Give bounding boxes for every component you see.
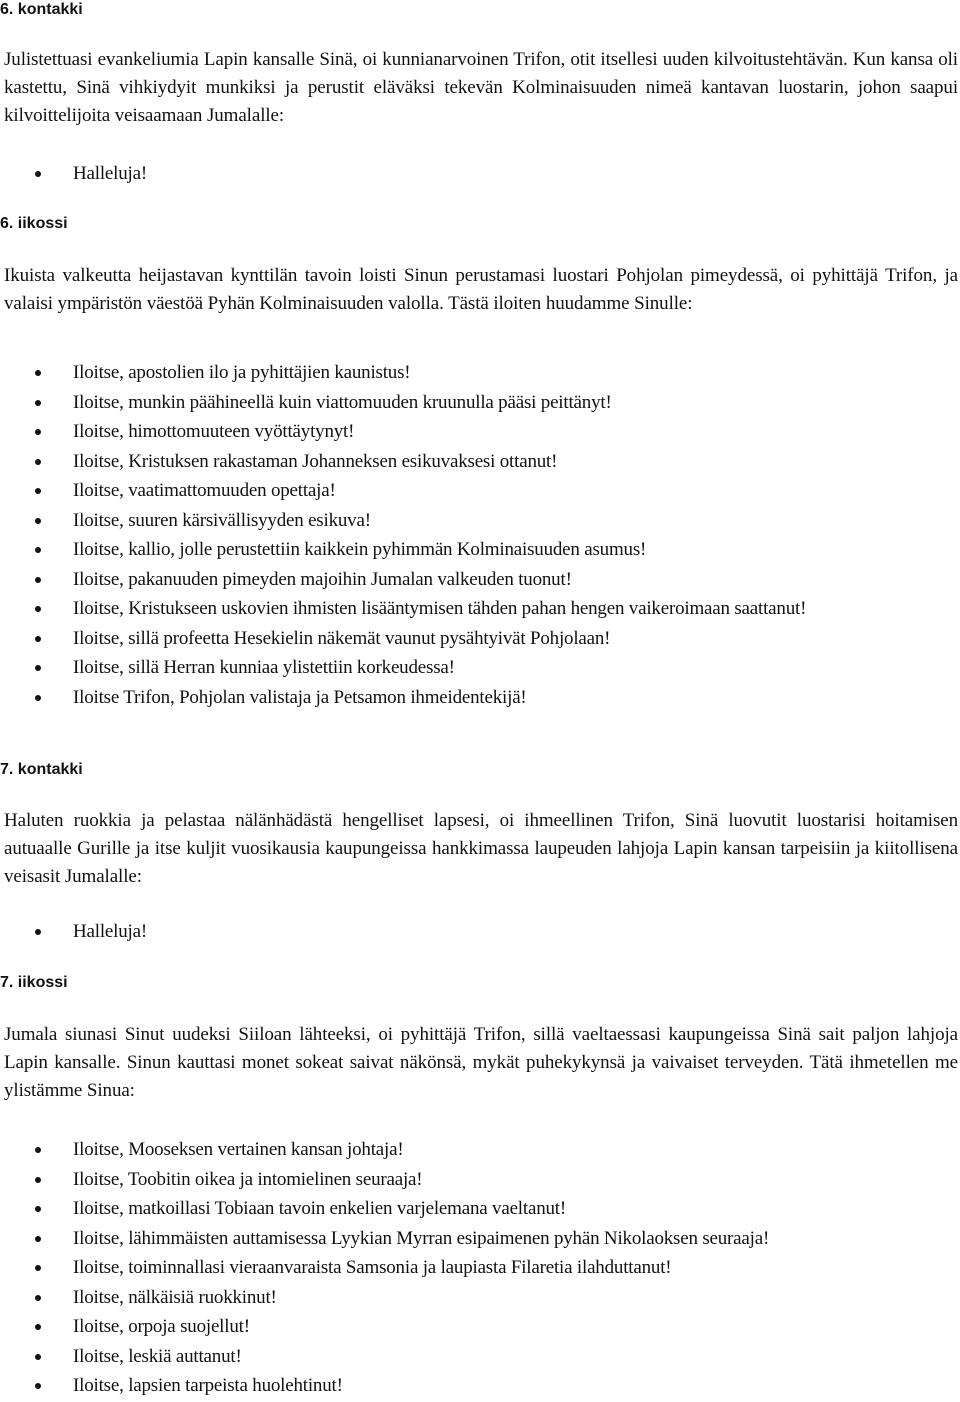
section-heading: 7. kontakki <box>0 761 83 778</box>
list-item: Iloitse, sillä Herran kunniaa ylistettiin korkeudessa! <box>0 653 960 683</box>
list-item: Iloitse, kallio, jolle perustettiin kaikkein pyhimmän Kolminaisuuden asumus! <box>0 535 960 565</box>
list-item: Iloitse, nälkäisiä ruokkinut! <box>0 1283 960 1313</box>
list-item: Iloitse, Toobitin oikea ja intomielinen seuraaja! <box>0 1165 960 1195</box>
list-item: Iloitse, suuren kärsivällisyyden esikuva! <box>0 506 960 536</box>
bullet-icon <box>35 695 41 701</box>
bullet-icon <box>35 1354 41 1360</box>
list-item: Iloitse, leskiä auttanut! <box>0 1342 960 1372</box>
section-heading: 6. kontakki <box>0 1 83 18</box>
bullet-icon <box>35 1324 41 1330</box>
list-item: Iloitse, munkin päähineellä kuin viattomuuden kruunulla pääsi peittänyt! <box>0 388 960 418</box>
list-item: Iloitse, Kristuksen rakastaman Johanneksen esikuvaksesi ottanut! <box>0 447 960 477</box>
list-item: Iloitse, Mooseksen vertainen kansan johtaja! <box>0 1135 960 1165</box>
section-paragraph: Haluten ruokkia ja pelastaa nälänhädästä hengelliset lapsesi, oi ihmeellinen Trifon, Sinä luovutit luostarisi hoitamisen autuaalle Gurille ja itse kuljit vuosikausia kaupungeissa hankkimassa laupeuden lahjoja Lapin kansan tarpeisiin ja kiitollisena veisasit Jumalalle: <box>4 810 958 887</box>
bullet-icon <box>35 400 41 406</box>
bullet-icon <box>35 1265 41 1271</box>
list-item: Iloitse, sillä profeetta Hesekielin näkemät vaunut pysähtyivät Pohjolaan! <box>0 624 960 654</box>
praise-list <box>0 358 960 712</box>
list-item: Halleluja! <box>0 159 960 189</box>
bullet-icon <box>35 429 41 435</box>
bullet-icon <box>35 459 41 465</box>
list-item: Iloitse, pakanuuden pimeyden majoihin Jumalan valkeuden tuonut! <box>0 565 960 595</box>
bullet-icon <box>35 488 41 494</box>
bullet-icon <box>35 518 41 524</box>
bullet-icon <box>35 636 41 642</box>
list-item: Iloitse, lapsien tarpeista huolehtinut! <box>0 1371 960 1401</box>
list-item: Iloitse, toiminnallasi vieraanvaraista Samsonia ja laupiasta Filaretia ilahduttanut! <box>0 1253 960 1283</box>
bullet-icon <box>35 1236 41 1242</box>
list-item: Iloitse Trifon, Pohjolan valistaja ja Petsamon ihmeidentekijä! <box>0 683 960 713</box>
section-heading: 7. iikossi <box>0 974 68 991</box>
list-item: Iloitse, orpoja suojellut! <box>0 1312 960 1342</box>
bullet-icon <box>35 370 41 376</box>
bullet-icon <box>35 547 41 553</box>
bullet-icon <box>35 1383 41 1389</box>
list-item: Halleluja! <box>0 917 960 947</box>
list-item: Iloitse, Kristukseen uskovien ihmisten lisääntymisen tähden pahan hengen vaikeroimaan saattanut! <box>0 594 960 624</box>
praise-list <box>0 1135 960 1401</box>
bullet-icon <box>35 1147 41 1153</box>
section-paragraph: Julistettuasi evankeliumia Lapin kansalle Sinä, oi kunnianarvoinen Trifon, otit itsellesi uuden kilvoitustehtävän. Kun kansa oli kastettu, Sinä vihkiydyit munkiksi ja perustit eläväksi tekevän Kolminaisuuden nimeä kantavan luostarin, johon saapui kilvoittelijoita veisaamaan Jumalalle: <box>4 49 958 126</box>
bullet-icon <box>35 1177 41 1183</box>
bullet-icon <box>35 606 41 612</box>
refrain-list <box>0 159 960 189</box>
list-item: Iloitse, apostolien ilo ja pyhittäjien kaunistus! <box>0 358 960 388</box>
section-heading: 6. iikossi <box>0 215 68 232</box>
bullet-icon <box>35 1206 41 1212</box>
refrain-list <box>0 917 960 947</box>
list-item: Iloitse, matkoillasi Tobiaan tavoin enkelien varjelemana vaeltanut! <box>0 1194 960 1224</box>
list-item: Iloitse, himottomuuteen vyöttäytynyt! <box>0 417 960 447</box>
list-item: Iloitse, lähimmäisten auttamisessa Lyykian Myrran esipaimenen pyhän Nikolaoksen seuraaja! <box>0 1224 960 1254</box>
bullet-icon <box>35 929 41 935</box>
bullet-icon <box>35 665 41 671</box>
bullet-icon <box>35 171 41 177</box>
section-paragraph: Jumala siunasi Sinut uudeksi Siiloan lähteeksi, oi pyhittäjä Trifon, sillä vaeltaessasi kaupungeissa Sinä sait paljon lahjoja Lapin kansalle. Sinun kauttasi monet sokeat saivat näkönsä, mykät puhekykynsä ja vaivaiset terveyden. Tätä ihmetellen me ylistämme Sinua: <box>4 1024 958 1101</box>
bullet-icon <box>35 1295 41 1301</box>
list-item: Iloitse, vaatimattomuuden opettaja! <box>0 476 960 506</box>
section-paragraph: Ikuista valkeutta heijastavan kynttilän tavoin loisti Sinun perustamasi luostari Pohjolan pimeydessä, oi pyhittäjä Trifon, ja valaisi ympäristön väestöä Pyhän Kolminaisuuden valolla. Tästä iloiten huudamme Sinulle: <box>4 265 958 314</box>
bullet-icon <box>35 577 41 583</box>
